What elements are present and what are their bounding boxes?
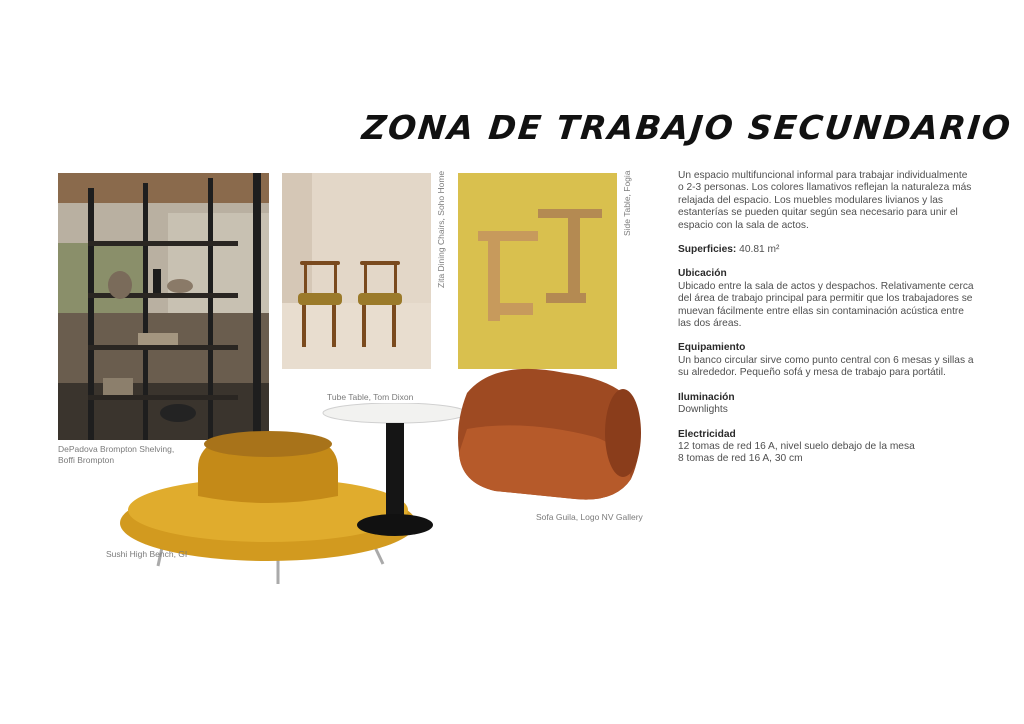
intro-text: Un espacio multifuncional informal para trabajar individualmente o 2-3 personas. Los colores llamativos reflejan la naturaleza más relajada del espacio. Los muebles modulares livianos y las estanterías se pueden quitar según sea necesario para unir el espacio con la sala de actos. (678, 170, 972, 231)
equipamiento-text: Un banco circular sirve como punto central con 6 mesas y sillas a su alrededor. Pequeño sofá y mesa de trabajo para portátil. (678, 354, 974, 379)
bench-caption: Sushi High Bench, GI (106, 549, 188, 559)
tube-table-caption: Tube Table, Tom Dixon (327, 392, 414, 402)
iluminacion-heading: Iluminación (678, 391, 735, 403)
side-table-photo (458, 173, 617, 369)
shelving-caption: DePadova Brompton Shelving, Boffi Brompton (58, 444, 175, 465)
ubicacion-heading: Ubicación (678, 268, 727, 280)
chairs-caption: Zita Dining Chairs, Soho Home (436, 170, 446, 288)
superficies-value: 40.81 m² (739, 244, 780, 256)
sofa-caption: Sofa Guila, Logo NV Gallery (536, 512, 643, 522)
iluminacion-text: Downlights (678, 404, 728, 416)
ubicacion-text: Ubicado entre la sala de actos y despachos. Relativamente cerca del área de trabajo principal para permitir que los trabajadores se muevan fácilmente entre ellas sin contaminación acústica entre las dos áreas. (678, 280, 974, 330)
electricidad-line-2: 8 tomas de red 16 A, 30 cm (678, 453, 803, 465)
equipamiento-heading: Equipamiento (678, 342, 746, 354)
superficies-label: Superficies: (678, 244, 737, 256)
sofa-image (455, 363, 643, 505)
page-title: ZONA DE TRABAJO SECUNDARIO (360, 108, 1014, 147)
tube-table-image (322, 403, 467, 540)
superficies-line (678, 244, 974, 256)
description-column (678, 170, 974, 466)
electricidad-line-1: 12 tomas de red 16 A, nivel suelo debajo de la mesa (678, 440, 915, 452)
shelving-photo (58, 173, 269, 440)
electricidad-heading: Electricidad (678, 428, 736, 440)
side-table-caption: Side Table, Fogia (622, 170, 632, 236)
chairs-photo (282, 173, 431, 369)
